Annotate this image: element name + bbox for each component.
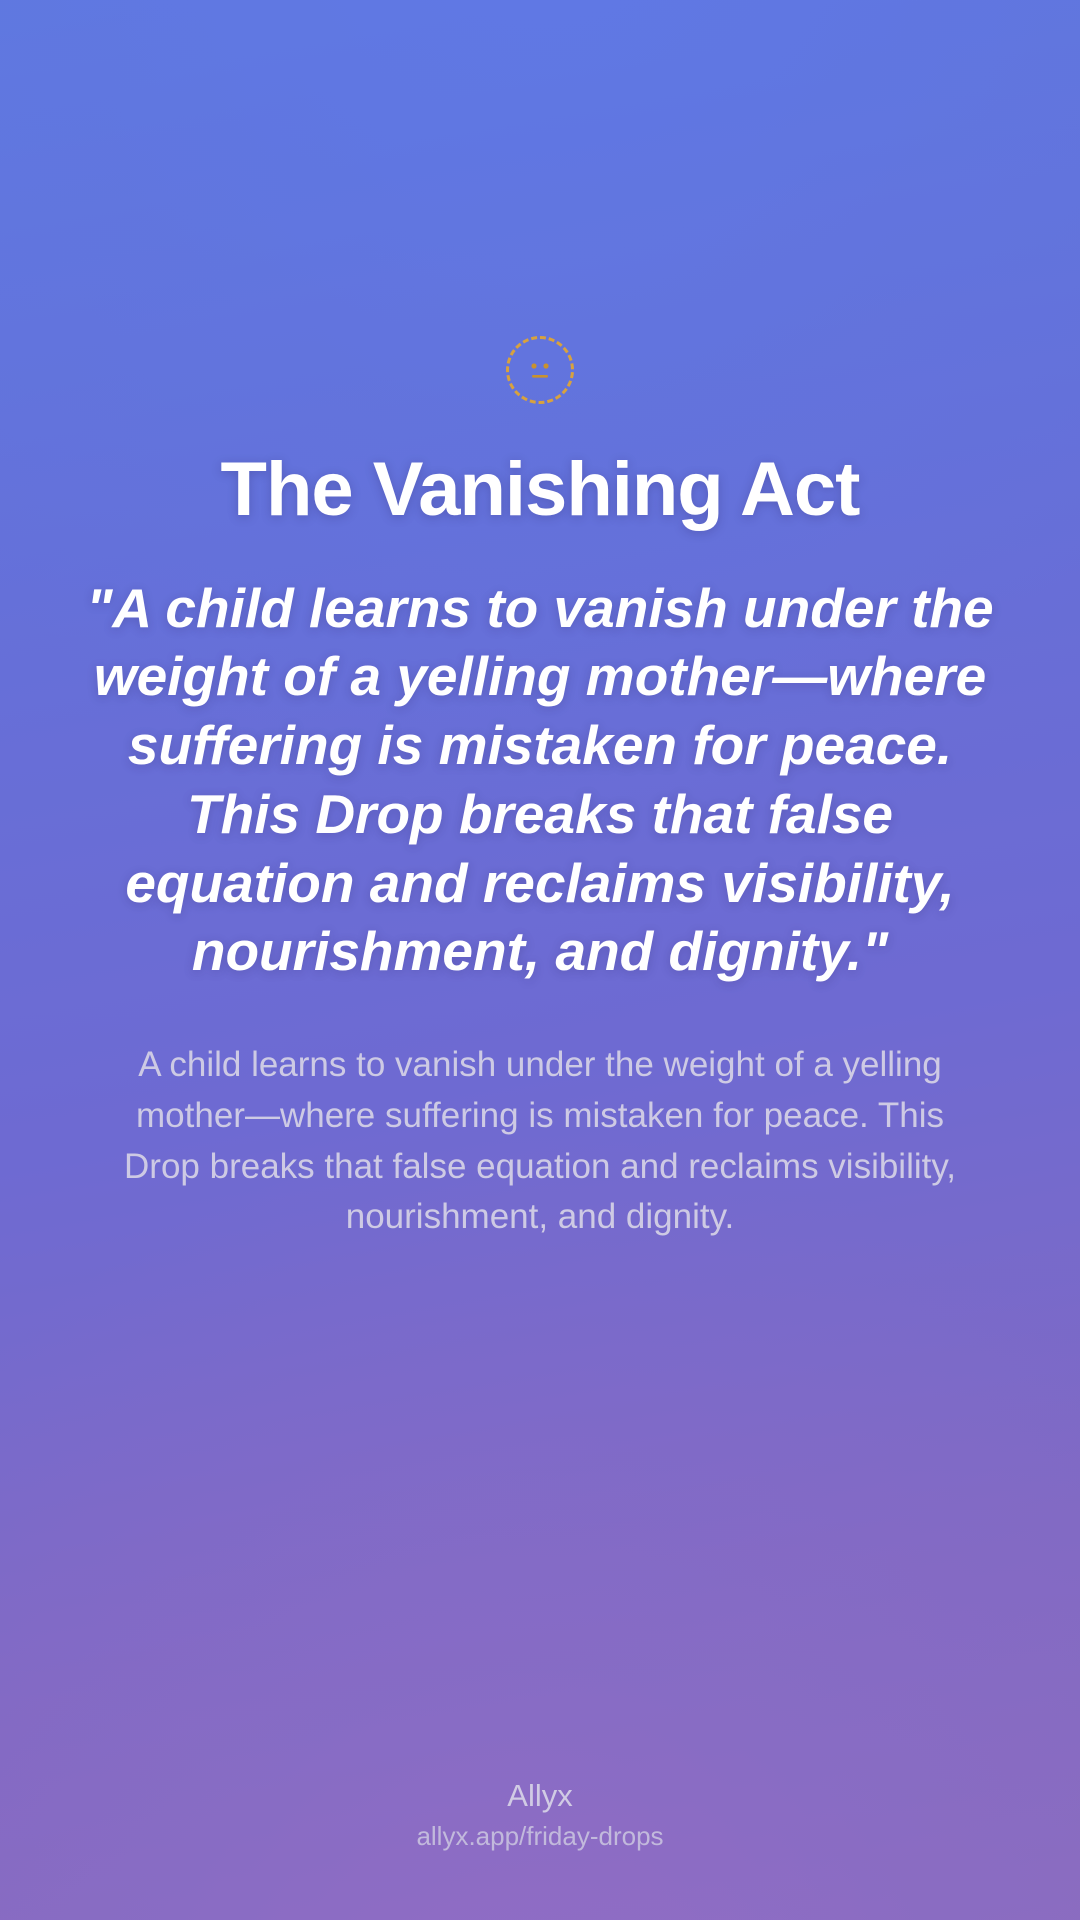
brand-name: Allyx <box>507 1777 573 1813</box>
card-footer <box>0 1776 1080 1854</box>
neutral-face-emoji-icon <box>506 336 574 404</box>
page-title: The Vanishing Act <box>220 447 860 532</box>
quote-text: "A child learns to vanish under the weight of a yelling mother—where suffering is mistaken for peace. This Drop breaks that false equation and reclaims visibility, nourishment, and dignity." <box>86 576 994 983</box>
body-text: A child learns to vanish under the weight of a yelling mother—where suffering is mistaken for peace. This Drop breaks that false equation and reclaims visibility, nourishment, and dignity. <box>124 1045 956 1237</box>
footer-url[interactable]: allyx.app/friday-drops <box>416 1821 664 1852</box>
card-content <box>0 336 1080 1243</box>
